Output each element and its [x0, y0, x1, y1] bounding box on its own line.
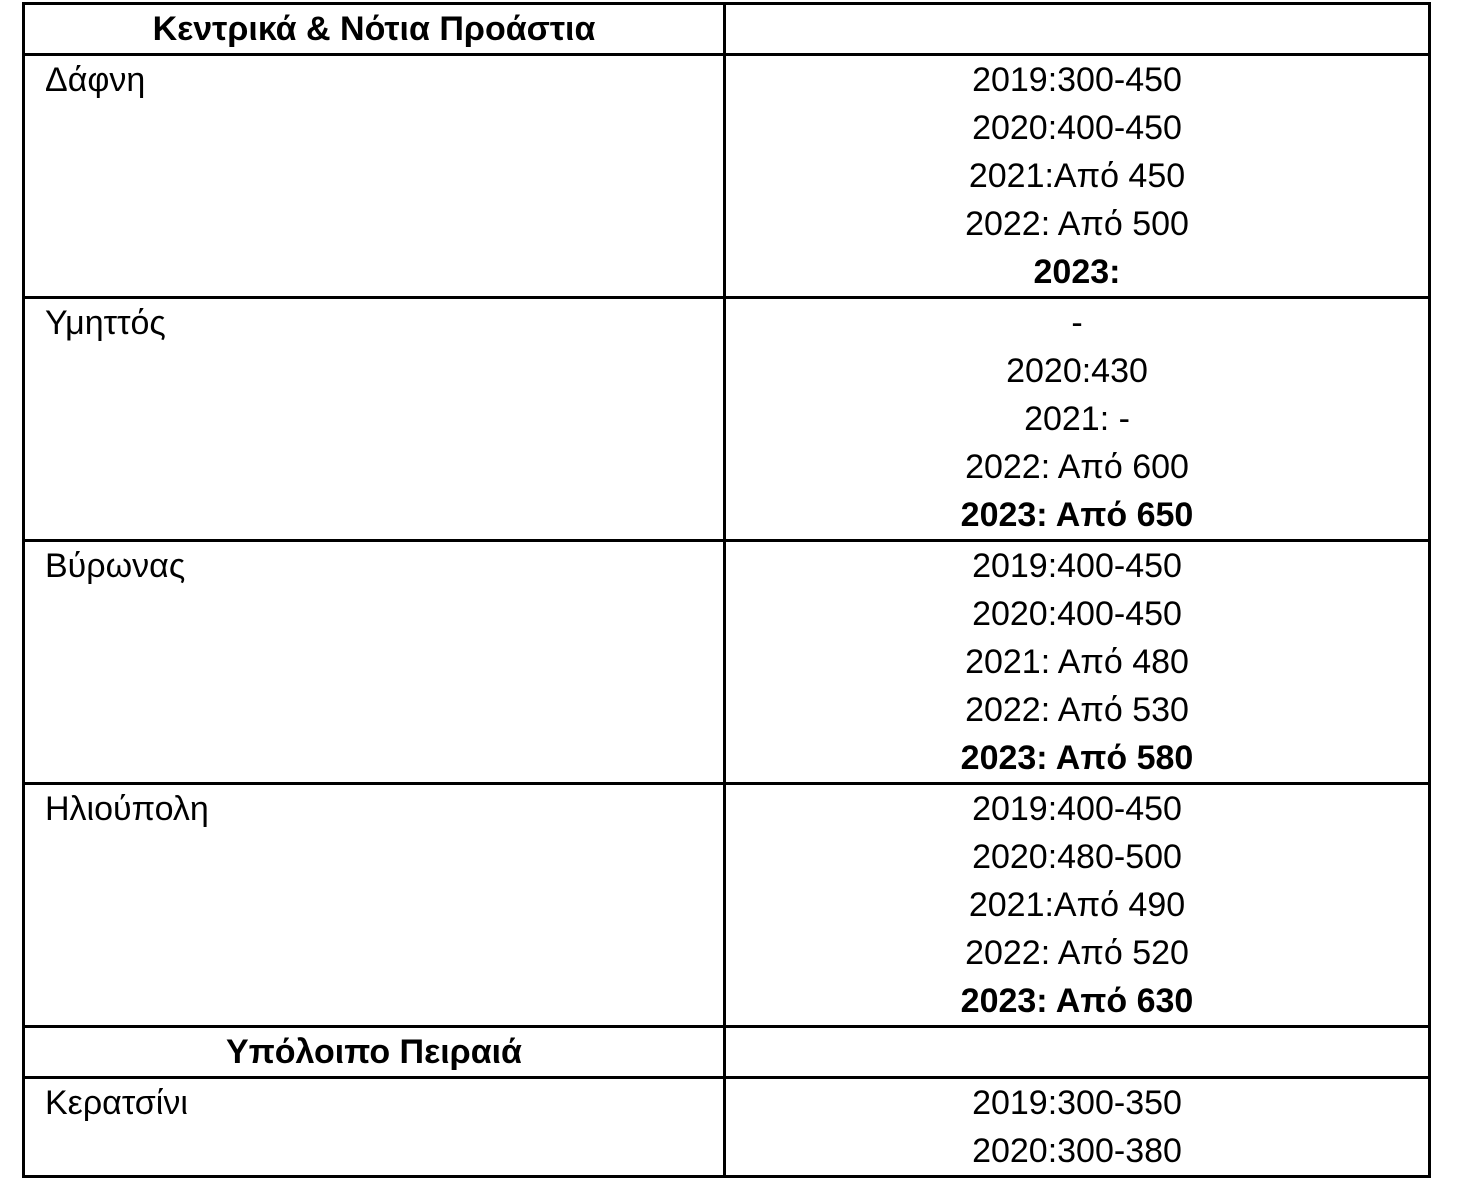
price-cell: [725, 784, 1430, 1027]
price-line: -: [1071, 304, 1083, 342]
price-line: 2022: Από 600: [965, 448, 1189, 486]
area-name: Ηλιούπολη: [24, 784, 725, 1027]
area-name: Δάφνη: [24, 55, 725, 298]
price-line: 2020:480-500: [972, 838, 1182, 876]
price-line: 2019:300-350: [972, 1084, 1182, 1122]
section-empty-cell: [725, 1027, 1430, 1078]
price-line: 2021: Από 480: [965, 643, 1189, 681]
price-line: 2019:300-450: [972, 61, 1182, 99]
price-line-current: 2023: Από 580: [960, 739, 1194, 777]
section-empty-cell: [725, 4, 1430, 55]
price-cell: [725, 1078, 1430, 1177]
table-row: [24, 784, 1430, 1027]
section-header-row: [24, 4, 1430, 55]
area-name: Υμηττός: [24, 298, 725, 541]
price-line-current: 2023:: [1033, 253, 1121, 291]
price-cell: [725, 55, 1430, 298]
price-line: 2021: -: [1024, 400, 1130, 438]
table-row: [24, 55, 1430, 298]
area-name: Κερατσίνι: [24, 1078, 725, 1177]
price-cell: [725, 298, 1430, 541]
price-line: 2020:430: [1006, 352, 1148, 390]
table-row: [24, 1078, 1430, 1177]
price-line: 2021:Από 490: [968, 886, 1186, 924]
table-row: [24, 541, 1430, 784]
price-line: 2020:400-450: [972, 109, 1182, 147]
rent-prices-table: [22, 2, 1431, 1178]
area-name: Βύρωνας: [24, 541, 725, 784]
price-line: 2022: Από 500: [965, 205, 1189, 243]
price-line: 2019:400-450: [972, 547, 1182, 585]
price-line: 2022: Από 520: [965, 934, 1189, 972]
price-line: 2020:400-450: [972, 595, 1182, 633]
table-row: [24, 298, 1430, 541]
price-line: 2020:300-380: [972, 1132, 1182, 1170]
price-line: 2019:400-450: [972, 790, 1182, 828]
price-line: 2021:Από 450: [968, 157, 1186, 195]
section-title: Υπόλοιπο Πειραιά: [24, 1027, 725, 1078]
price-cell: [725, 541, 1430, 784]
price-line-current: 2023: Από 650: [960, 496, 1194, 534]
price-line: 2022: Από 530: [965, 691, 1189, 729]
price-line-current: 2023: Από 630: [960, 982, 1194, 1020]
section-title: Κεντρικά & Νότια Προάστια: [24, 4, 725, 55]
section-header-row: [24, 1027, 1430, 1078]
